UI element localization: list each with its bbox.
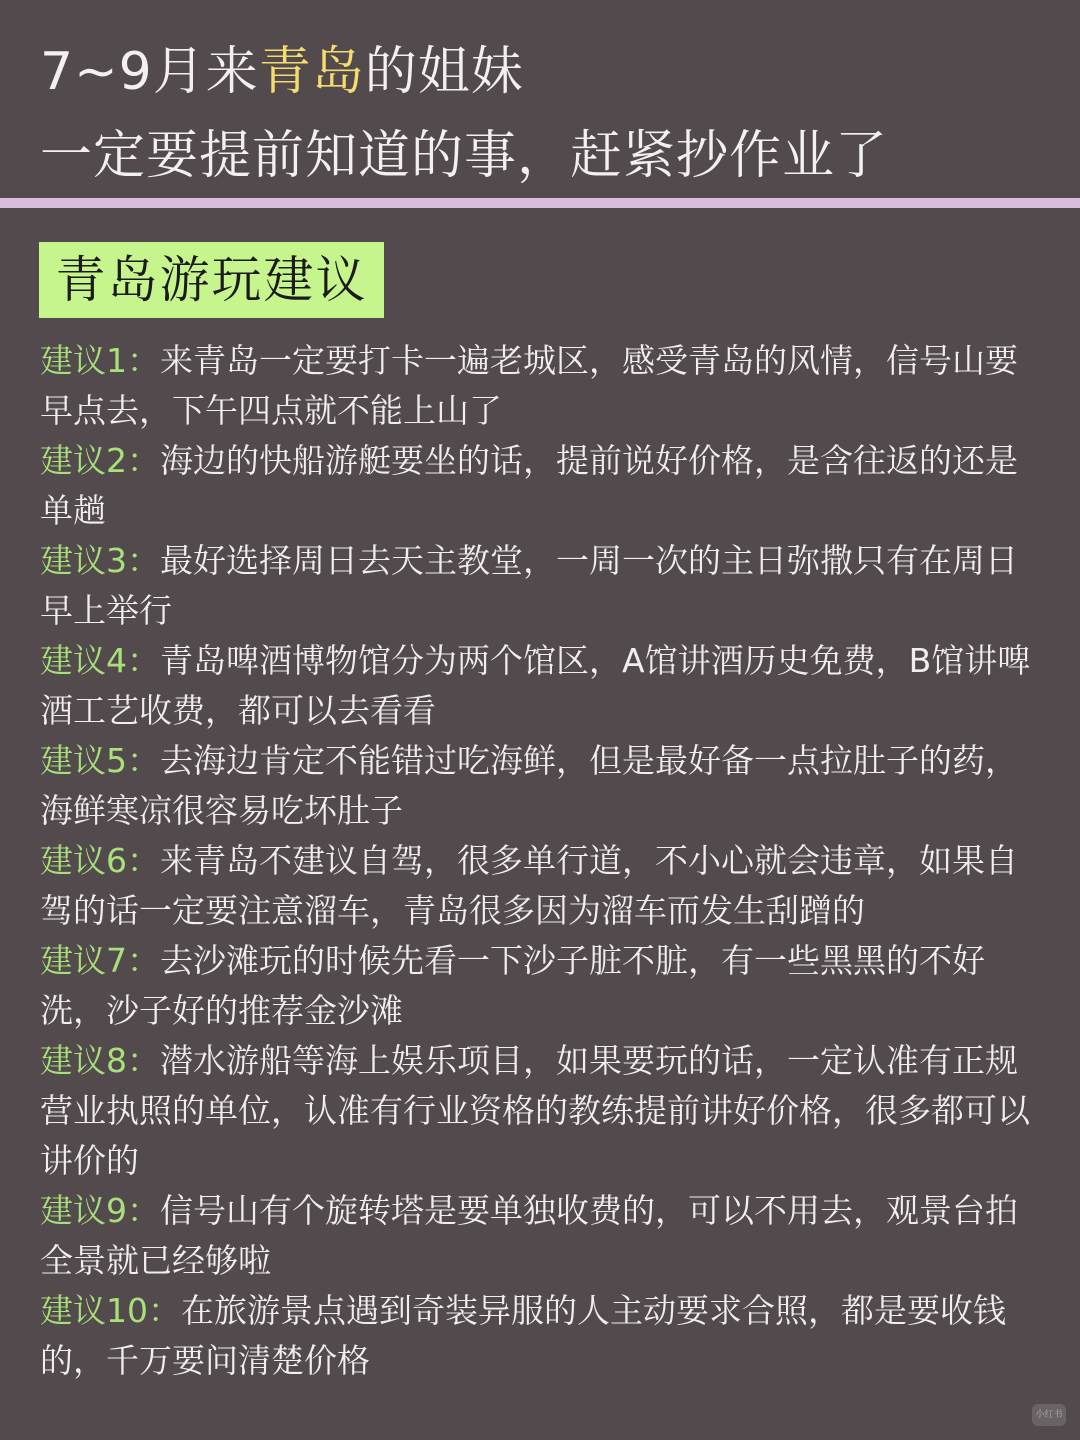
watermark-logo: 小红书 [1032,1404,1066,1426]
tips-list [40,336,1045,1386]
tip-item [40,936,1045,1036]
header-divider [0,198,1080,208]
tip-item [40,1186,1045,1286]
tip-item [40,536,1045,636]
tip-item [40,736,1045,836]
tip-label: 建议10： [40,1291,181,1330]
tip-item [40,636,1045,736]
title-line-1 [40,42,524,102]
tip-item [40,1286,1045,1386]
tip-text: 青岛啤酒博物馆分为两个馆区，A馆讲酒历史免费，B馆讲啤酒工艺收费，都可以去看看 [40,641,1031,730]
tip-text: 去海边肯定不能错过吃海鲜，但是最好备一点拉肚子的药，海鲜寒凉很容易吃坏肚子 [40,741,1018,830]
tip-text: 最好选择周日去天主教堂，一周一次的主日弥撒只有在周日早上举行 [40,541,1018,630]
tip-text: 海边的快船游艇要坐的话，提前说好价格，是含往返的还是单趟 [40,441,1018,530]
tip-label: 建议2： [40,441,160,480]
tip-text: 去沙滩玩的时候先看一下沙子脏不脏，有一些黑黑的不好洗，沙子好的推荐金沙滩 [40,941,985,1030]
tip-item [40,336,1045,436]
tip-text: 来青岛不建议自驾，很多单行道，不小心就会违章，如果自驾的话一定要注意溜车，青岛很多因为溜车而发生刮蹭的 [40,841,1018,930]
tip-label: 建议5： [40,741,160,780]
tip-item [40,436,1045,536]
tip-text: 信号山有个旋转塔是要单独收费的，可以不用去，观景台拍全景就已经够啦 [40,1191,1018,1280]
tip-label: 建议1： [40,341,160,380]
tip-text: 来青岛一定要打卡一遍老城区，感受青岛的风情，信号山要早点去，下午四点就不能上山了 [40,341,1018,430]
tip-label: 建议8： [40,1041,160,1080]
section-title-tag: 青岛游玩建议 [39,242,384,318]
header [0,0,1080,198]
tip-item [40,1036,1045,1186]
tip-label: 建议6： [40,841,160,880]
title-highlight-qingdao: 青岛 [258,42,365,102]
title-line-2: 一定要提前知道的事，赶紧抄作业了 [40,126,889,186]
tip-label: 建议3： [40,541,160,580]
tip-label: 建议4： [40,641,160,680]
tip-label: 建议9： [40,1191,160,1230]
tip-item [40,836,1045,936]
title-suffix: 的姐妹 [364,42,524,102]
tip-text: 潜水游船等海上娱乐项目，如果要玩的话，一定认准有正规营业执照的单位，认准有行业资格的教练提前讲好价格，很多都可以讲价的 [40,1041,1030,1180]
title-prefix: 7~9月来 [40,42,259,102]
tip-label: 建议7： [40,941,160,980]
tip-text: 在旅游景点遇到奇装异服的人主动要求合照，都是要收钱的，千万要问清楚价格 [40,1291,1006,1380]
